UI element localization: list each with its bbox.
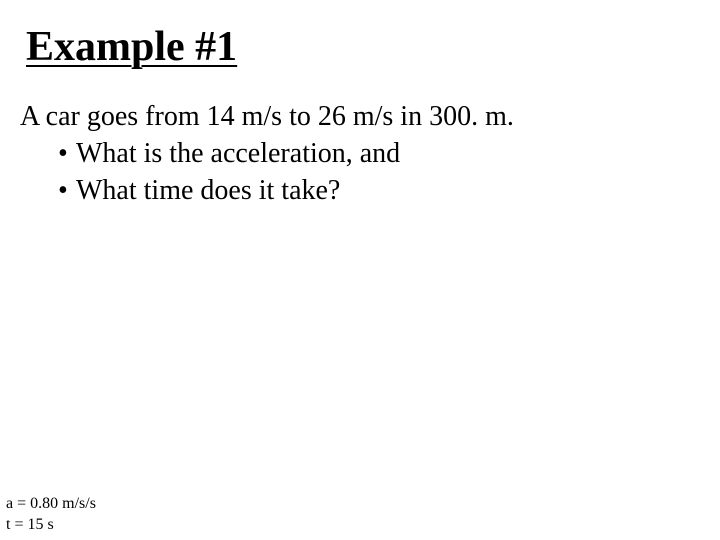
answers (6, 493, 96, 535)
bullet-icon: • (58, 175, 68, 206)
bullet-text: What time does it take? (76, 175, 341, 206)
bullet-icon: • (58, 138, 68, 169)
bullet-item-acceleration (20, 135, 514, 172)
answer-time: t = 15 s (6, 516, 54, 533)
slide-title: Example #1 (26, 24, 238, 70)
problem-body (20, 98, 514, 209)
bullet-text: What is the acceleration, and (76, 138, 401, 169)
bullet-item-time (20, 172, 514, 209)
answer-acceleration: a = 0.80 m/s/s (6, 495, 96, 512)
problem-statement: A car goes from 14 m/s to 26 m/s in 300. m. (20, 101, 514, 132)
